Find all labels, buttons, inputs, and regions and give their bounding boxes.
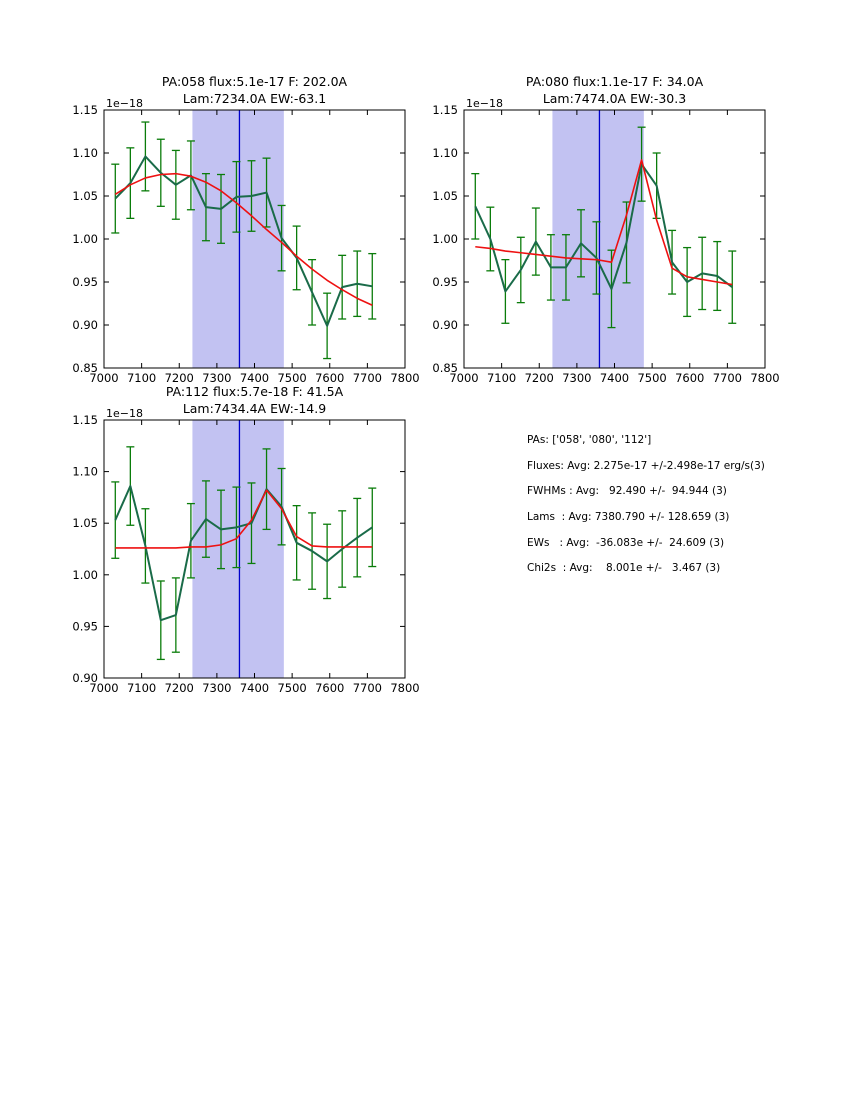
x-tick-label: 7000 <box>449 371 479 385</box>
x-tick-label: 7800 <box>750 371 780 385</box>
x-tick-label: 7200 <box>164 681 194 695</box>
x-tick-label: 7000 <box>89 681 119 695</box>
y-tick-label: 1.05 <box>72 516 98 531</box>
y-tick-label: 0.95 <box>72 275 98 289</box>
y-tick-label: 0.90 <box>72 671 98 685</box>
subplot-pa112 <box>60 380 432 706</box>
stats-line-chi2s: Chi2s : Avg: 8.001e +/- 3.467 (3) <box>527 562 721 575</box>
plot-area <box>72 103 419 385</box>
y-tick-label: 1.05 <box>432 189 458 203</box>
y-tick-label: 1.15 <box>72 413 98 427</box>
chart-title-line2: Lam:7234.0A EW:-63.1 <box>182 91 327 106</box>
stats-line-pas: PAs: ['058', '080', '112'] <box>527 434 652 446</box>
y-tick-label: 1.15 <box>432 103 458 117</box>
x-tick-label: 7700 <box>352 681 383 695</box>
x-tick-label: 7300 <box>202 681 232 695</box>
subplot-pa058-svg <box>60 70 432 396</box>
x-tick-label: 7800 <box>390 371 420 385</box>
chart-title-line1: PA:080 flux:1.1e-17 F: 34.0A <box>525 74 704 89</box>
y-tick-label: 1.00 <box>432 232 458 246</box>
x-tick-label: 7100 <box>126 371 157 385</box>
chart-title-line1: PA:058 flux:5.1e-17 F: 202.0A <box>161 74 348 89</box>
plot-area <box>72 413 419 695</box>
y-tick-label: 1.10 <box>72 146 98 160</box>
stats-line-ews: EWs : Avg: -36.083e +/- 24.609 (3) <box>527 536 725 549</box>
x-tick-label: 7000 <box>89 371 119 385</box>
y-tick-label: 0.95 <box>432 275 458 289</box>
plot-area <box>432 103 779 385</box>
x-tick-label: 7200 <box>164 371 194 385</box>
subplot-pa080 <box>420 70 792 396</box>
y-tick-label: 0.95 <box>72 619 98 634</box>
x-tick-label: 7100 <box>486 371 517 385</box>
y-tick-label: 1.00 <box>72 232 98 246</box>
y-tick-label: 1.10 <box>72 464 98 479</box>
x-tick-label: 7400 <box>599 371 630 385</box>
y-tick-label: 0.90 <box>432 318 458 332</box>
x-tick-label: 7500 <box>277 371 307 385</box>
x-tick-label: 7600 <box>315 681 345 695</box>
x-tick-label: 7300 <box>562 371 592 385</box>
chart-title-line2: Lam:7434.4A EW:-14.9 <box>182 401 327 416</box>
y-tick-label: 0.85 <box>432 361 458 375</box>
y-tick-label: 1.00 <box>72 567 98 582</box>
chart-title-line2: Lam:7474.0A EW:-30.3 <box>542 91 687 106</box>
stats-line-fluxes: Fluxes: Avg: 2.275e-17 +/-2.498e-17 erg/s(3) <box>527 459 765 472</box>
y-tick-label: 1.05 <box>72 189 98 203</box>
y-tick-label: 0.85 <box>72 361 98 375</box>
x-tick-label: 7500 <box>277 681 307 695</box>
x-tick-label: 7800 <box>390 681 420 695</box>
stats-panel <box>527 428 765 582</box>
x-tick-label: 7300 <box>202 371 232 385</box>
stats-line-lams: Lams : Avg: 7380.790 +/- 128.659 (3) <box>527 511 730 524</box>
subplot-pa080-svg <box>420 70 792 396</box>
subplot-pa058 <box>60 70 432 396</box>
stats-line-fwhms: FWHMs : Avg: 92.490 +/- 94.944 (3) <box>527 485 727 498</box>
x-tick-label: 7700 <box>352 371 383 385</box>
y-axis-offset-label: 1e−18 <box>466 97 503 110</box>
x-tick-label: 7700 <box>712 371 743 385</box>
chart-title-line1: PA:112 flux:5.7e-18 F: 41.5A <box>165 384 344 399</box>
subplot-pa112-svg <box>60 380 432 706</box>
x-tick-label: 7400 <box>239 371 270 385</box>
x-tick-label: 7600 <box>675 371 705 385</box>
y-axis-offset-label: 1e−18 <box>106 407 143 420</box>
y-tick-label: 1.15 <box>72 103 98 117</box>
x-tick-label: 7200 <box>524 371 554 385</box>
y-tick-label: 0.90 <box>72 318 98 332</box>
x-tick-label: 7400 <box>239 681 270 695</box>
x-tick-label: 7600 <box>315 371 345 385</box>
x-tick-label: 7100 <box>126 681 157 695</box>
y-tick-label: 1.10 <box>432 146 458 160</box>
x-tick-label: 7500 <box>637 371 667 385</box>
y-axis-offset-label: 1e−18 <box>106 97 143 110</box>
